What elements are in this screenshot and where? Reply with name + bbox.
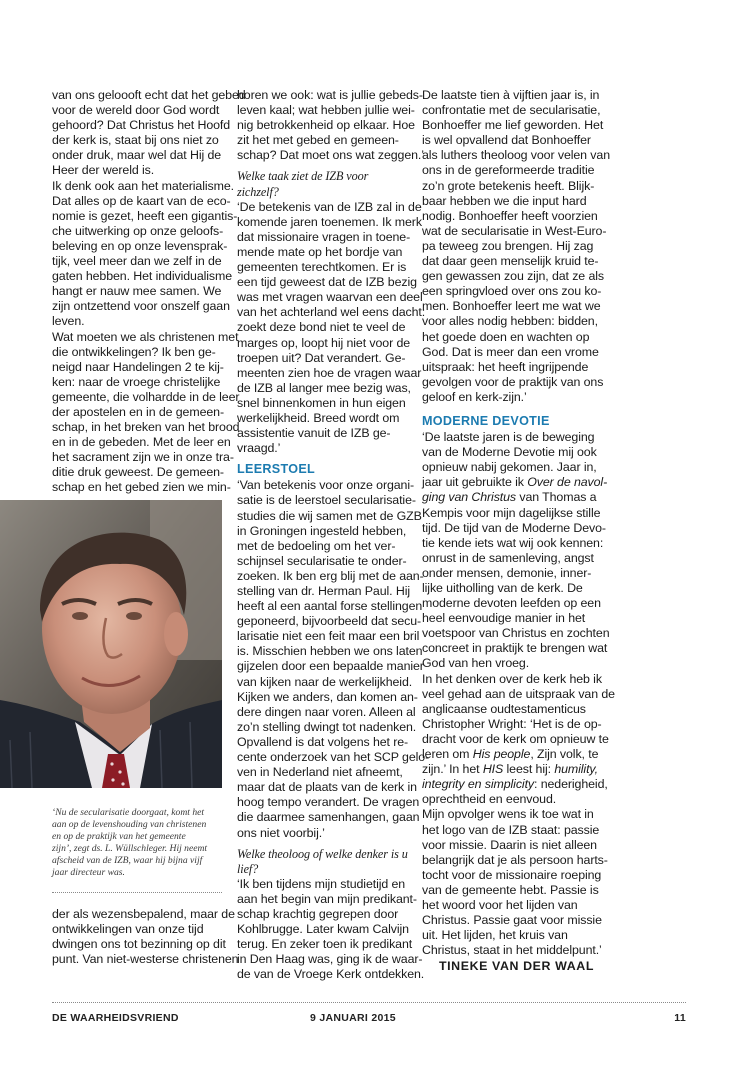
text-line: ven in Nederland niet afneemt, [237,765,403,780]
issue-date: 9 JANUARI 2015 [310,1012,396,1024]
column-2-intro [237,88,424,163]
text-line: Dat alles op de kaart van de eco- [52,193,231,208]
text-line: ons in de gereformeerde traditie [422,163,595,178]
text-line: der als wezensbepalend, maar de [52,907,235,921]
text-line: concreet in praktijk te brengen wat [422,641,608,656]
text-line: der kerk is, staat bij ons niet zo [52,133,219,148]
text-line: meenten zien hoe de vragen waar [237,365,422,380]
text-line: stelling van dr. Herman Paul. Hij [237,584,411,598]
text-line: maar dat de plaats van de kerk in [237,780,417,795]
text-line: dat daar geen menselijk kruid te- [422,254,599,269]
text-line: integrity en simplicity: nederigheid, [422,777,608,792]
column-1-continued [52,907,239,967]
text-line: uitspraak: het heeft ingrijpende [422,359,589,374]
text-line: neigd naar Handelingen 2 te kij- [52,359,224,374]
photo-caption-text [52,807,224,879]
column-1-text [52,88,246,496]
text-line: opnieuw nabij gekomen. Jaar in, [422,460,597,475]
text-line: zoekt deze bond niet te veel de [237,320,406,335]
text-line: zijn.’ In het HIS leest hij: humility, [422,762,598,777]
text-line: aan op de levenshouding van christenen [52,819,207,830]
text-line: God van hen vroeg. [422,656,530,671]
text-line: het sacrament zijn we in onze tra- [52,450,234,465]
text-line: schap en het gebed zien we min- [52,480,231,495]
text-line: tocht voor de missionaire roeping [422,867,602,882]
text-line: punt. Van niet-westerse christenen [52,952,239,967]
text-line: mende mate op het bordje van [237,244,403,259]
text-line: studies die wij samen met de GZB [237,508,422,523]
page-footer [52,1012,686,1028]
text-line: ‘Van betekenis voor onze organi- [237,478,415,493]
text-line: voetspoor van Christus en zochten [422,626,610,641]
text-line: satie is de leerstoel secularisatie- [237,493,416,508]
text-line: een springvloed over ons zou ko- [422,284,602,299]
text-line: werkelijkheid. Breed wordt om [237,410,400,425]
text-line: schap krachtig gegrepen door [237,906,399,921]
text-line: zoeken. Ik ben erg blij met de aan- [237,568,424,583]
text-line: gemeente, die volhardde in de leer [52,389,240,404]
text-line: dere dingen naar voren. Alleen al [237,704,416,719]
publication-name: DE WAARHEIDSVRIEND [52,1012,179,1024]
text-line: ‘De betekenis van de IZB zal in de [237,199,422,214]
text-line: schap, in het breken van het brood [52,420,240,435]
text-line: van de gemeente hebt. Passie is [422,882,599,897]
column-1-continued-text [52,907,239,967]
column-1 [52,88,246,496]
text-line: het goede doen en wachten op [422,329,590,344]
text-line: hoog tempo verandert. De vragen [237,795,420,810]
leerstoel-text [237,478,430,840]
page-number: 11 [674,1012,686,1024]
text-line: als luthers theoloog voor velen van [422,148,610,163]
text-line: een tijd geweest dat de IZB bezig [237,275,417,290]
text-line: ‘De laatste jaren is de beweging [422,430,595,445]
moderne-devotie-text [422,430,615,958]
text-line: veel gehad aan de uitspraak van de [422,686,615,701]
text-line: der apostelen en in de gemeen- [52,404,224,419]
portrait-illustration [0,500,222,788]
text-line: met de bedoeling om het ver- [237,538,396,553]
text-line: die daarmee samenhangen, gaan [237,810,420,825]
text-line: Kijken we anders, dan komen an- [237,689,418,704]
text-line: horen we ook: wat is jullie gebeds- [237,88,423,102]
text-line: komende jaren toenemen. Ik merk [237,214,422,229]
text-line: In het denken over de kerk heb ik [422,671,602,686]
text-line: che uitwerking op onze geloofs- [52,223,224,238]
text-line: zo’n grote betekenis heeft. Blijk- [422,178,595,193]
text-line: heel eenvoudige manier in het [422,611,586,626]
text-line: onder druk, maar wel dat Hij de [52,148,222,163]
text-line: Ik denk ook aan het materialisme. [52,178,234,193]
footer-divider [52,1002,686,1003]
text-line: aan het begin van mijn predikant- [237,891,417,906]
text-line: baar hebben we die input hard [422,193,587,208]
text-line: het woord voor het lijden van [422,897,578,912]
text-line: ‘Ik ben tijdens mijn studietijd en [237,876,406,891]
text-line: lijke uitholling van de kerk. De [422,581,583,595]
text-line: in Den Haag was, ging ik de waar- [237,952,423,967]
text-line: is wel opvallend dat Bonhoeffer [422,133,591,148]
text-line: jaar uit gebruikte ik Over de navol- [422,475,608,490]
text-line: anglicaanse oudtestamenticus [422,701,586,716]
text-line: gijzelen door een bepaalde manier [237,659,424,674]
text-line: marges op, loopt hij niet voor de [237,335,411,350]
text-line: gehoord? Dat Christus het Hoofd [52,118,231,133]
caption-divider [52,892,222,893]
text-line: zo’n stelling dwingt tot nadenken. [237,719,417,734]
text-line: gemeenten terechtkomen. Er is [237,260,407,275]
text-line: pa teweeg zou brengen. Hij zag [422,238,594,253]
text-line: zit het met gebed en gemeen- [237,133,399,148]
text-line: Opvallend is dat volgens het re- [237,734,409,749]
text-line: Mijn opvolger wens ik toe wat in [422,807,594,822]
text-line: vraagd.’ [237,441,281,456]
portrait-photo [0,500,222,788]
text-line: voor missie. Daarin is niet alleen [422,837,597,852]
text-line: nomie is gezet, heeft een gigantis- [52,208,238,223]
text-line: belangrijk dat je als persoon harts- [422,852,608,867]
text-line: terug. En zeker toen ik predikant [237,937,413,952]
text-line: voor de wereld door God wordt [52,103,220,118]
column-2 [237,88,430,982]
text-line: gen gewassen zou zijn, dat ze als [422,269,604,284]
text-line: confrontatie met de secularisatie, [422,103,601,118]
text-line: van ons geloooft echt dat het gebed [52,88,246,102]
text-line: tijd. De tijd van de Moderne Devo- [422,520,606,535]
text-line: nodig. Bonhoeffer heeft voorzien [422,208,598,223]
text-line: larisatie niet een feit maar een bril [237,629,420,644]
text-line: geloof en kerk-zijn.’ [422,389,527,404]
text-line: wat de secularisatie in West-Euro- [422,223,607,238]
text-line: jaar directeur was. [52,867,125,878]
answer-2-text [237,876,425,983]
text-line: Wat moeten we als christenen met [52,329,239,344]
text-line: gevolgen voor de praktijk van ons [422,374,604,389]
column-3-intro [422,88,610,405]
text-line: schijnsel secularisatie te onder- [237,553,407,568]
photo-caption [52,807,224,879]
interview-question-2: Welke theoloog of welke denker is u lief? [237,846,408,876]
text-line: dwingen ons tot bezinning op dit [52,937,226,952]
text-line: ging van Christus van Thomas a [422,490,597,505]
text-line: van de Moderne Devotie mij ook [422,445,597,460]
text-line: dat missionaire vragen in toene- [237,229,411,244]
text-line: ‘Nu de secularisatie doorgaat, komt het [52,807,205,818]
text-line: geponeerd, bijvoorbeeld dat secu- [237,614,422,629]
text-line: het logo van de IZB staat: passie [422,822,600,837]
text-line: beleving en op onze levensprak- [52,238,228,253]
text-line: Kohlbrugge. Later kwam Calvijn [237,922,409,937]
text-line: leren om His people, Zijn volk, te [422,747,599,762]
text-line: onder mensen, demonie, inner- [422,565,592,580]
section-heading-leerstoel: LEERSTOEL [237,462,316,477]
text-line: die ontwikkelingen? Ik ben ge- [52,344,216,359]
text-line: troepen uit? Dat verandert. Ge- [237,350,406,365]
text-line: in Groningen ingesteld hebben, [237,523,407,538]
text-line: voor alles nodig hebben: bidden, [422,314,598,329]
text-line: en op de praktijk van het gemeente [52,831,186,842]
interview-question-1: Welke taak ziet de IZB voor zichzelf? [237,169,369,199]
text-line: ditie druk geweest. De gemeen- [52,465,224,480]
text-line: afscheid van de IZB, waar hij bijna vijf [52,855,203,866]
text-line: schap? Dat moet ons wat zeggen.’ [237,148,424,163]
text-line: is. Misschien hebben we ons laten [237,644,423,659]
text-line: gaten hebben. Het individualisme [52,269,233,284]
text-line: moderne devoten leefden op een [422,596,601,611]
section-heading-moderne-devotie: MODERNE DEVOTIE [422,413,550,428]
text-line: men. Bonhoeffer leert me wat we [422,299,601,314]
text-line: van het achterland wel eens dacht: [237,305,426,320]
text-line: De laatste tien à vijftien jaar is, in [422,88,600,102]
text-line: onrust in de samenleving, angst [422,550,594,565]
text-line: was met vragen waarvan een deel [237,290,423,305]
text-line: nig betrokkenheid op elkaar. Hoe [237,118,415,133]
text-line: Christus, staat in het middelpunt.’ [422,943,602,958]
text-line: dracht voor de kerk om opnieuw te [422,731,609,746]
text-line: Kempis voor mijn dagelijkse stille [422,505,601,520]
text-line: van kijken naar de werkelijkheid. [237,674,413,689]
text-line: en in de gebeden. Met de leer en [52,435,231,450]
text-line: leven kaal; wat hebben jullie wei- [237,103,415,118]
text-line: tie kende iets wat wij ook kennen: [422,535,604,550]
text-line: uit. Het lijden, het kruis van [422,928,568,943]
column-3 [422,88,615,974]
text-line: oprechtheid en eenvoud. [422,792,557,807]
text-line: God. Dat is meer dan een vrome [422,344,599,359]
text-line: heeft al een aantal forse stellingen [237,599,423,614]
text-line: hangt er nauw mee samen. We [52,284,222,299]
text-line: snel binnenkomen in hun eigen [237,395,406,410]
text-line: Bonhoeffer me lief geworden. Het [422,118,604,133]
answer-1-text [237,199,426,457]
text-line: Christus. Passie gaat voor missie [422,913,602,928]
text-line: leven. [52,314,85,329]
text-line: zijn ontzettend voor onszelf gaan [52,299,230,314]
text-line: ontwikkelingen van onze tijd [52,922,204,937]
text-line: de IZB al langer mee bezig was, [237,380,411,395]
text-line: ken: naar de vroege christelijke [52,374,221,389]
text-line: Heer der wereld is. [52,163,155,178]
text-line: ons niet voorbij.’ [237,825,325,840]
text-line: zijn’, zegt ds. L. Wüllschleger. Hij neemt [52,843,208,854]
text-line: cente onderzoek van het SCP gelo- [237,750,430,765]
author-signature: TINEKE VAN DER WAAL [438,959,594,974]
text-line: Christopher Wright: ‘Het is de op- [422,716,602,731]
text-line: assistentie vanuit de IZB ge- [237,426,391,441]
text-line: tijk, veel meer dan we zelf in de [52,254,222,269]
text-line: de van de Vroege Kerk ontdekken. [237,967,425,982]
